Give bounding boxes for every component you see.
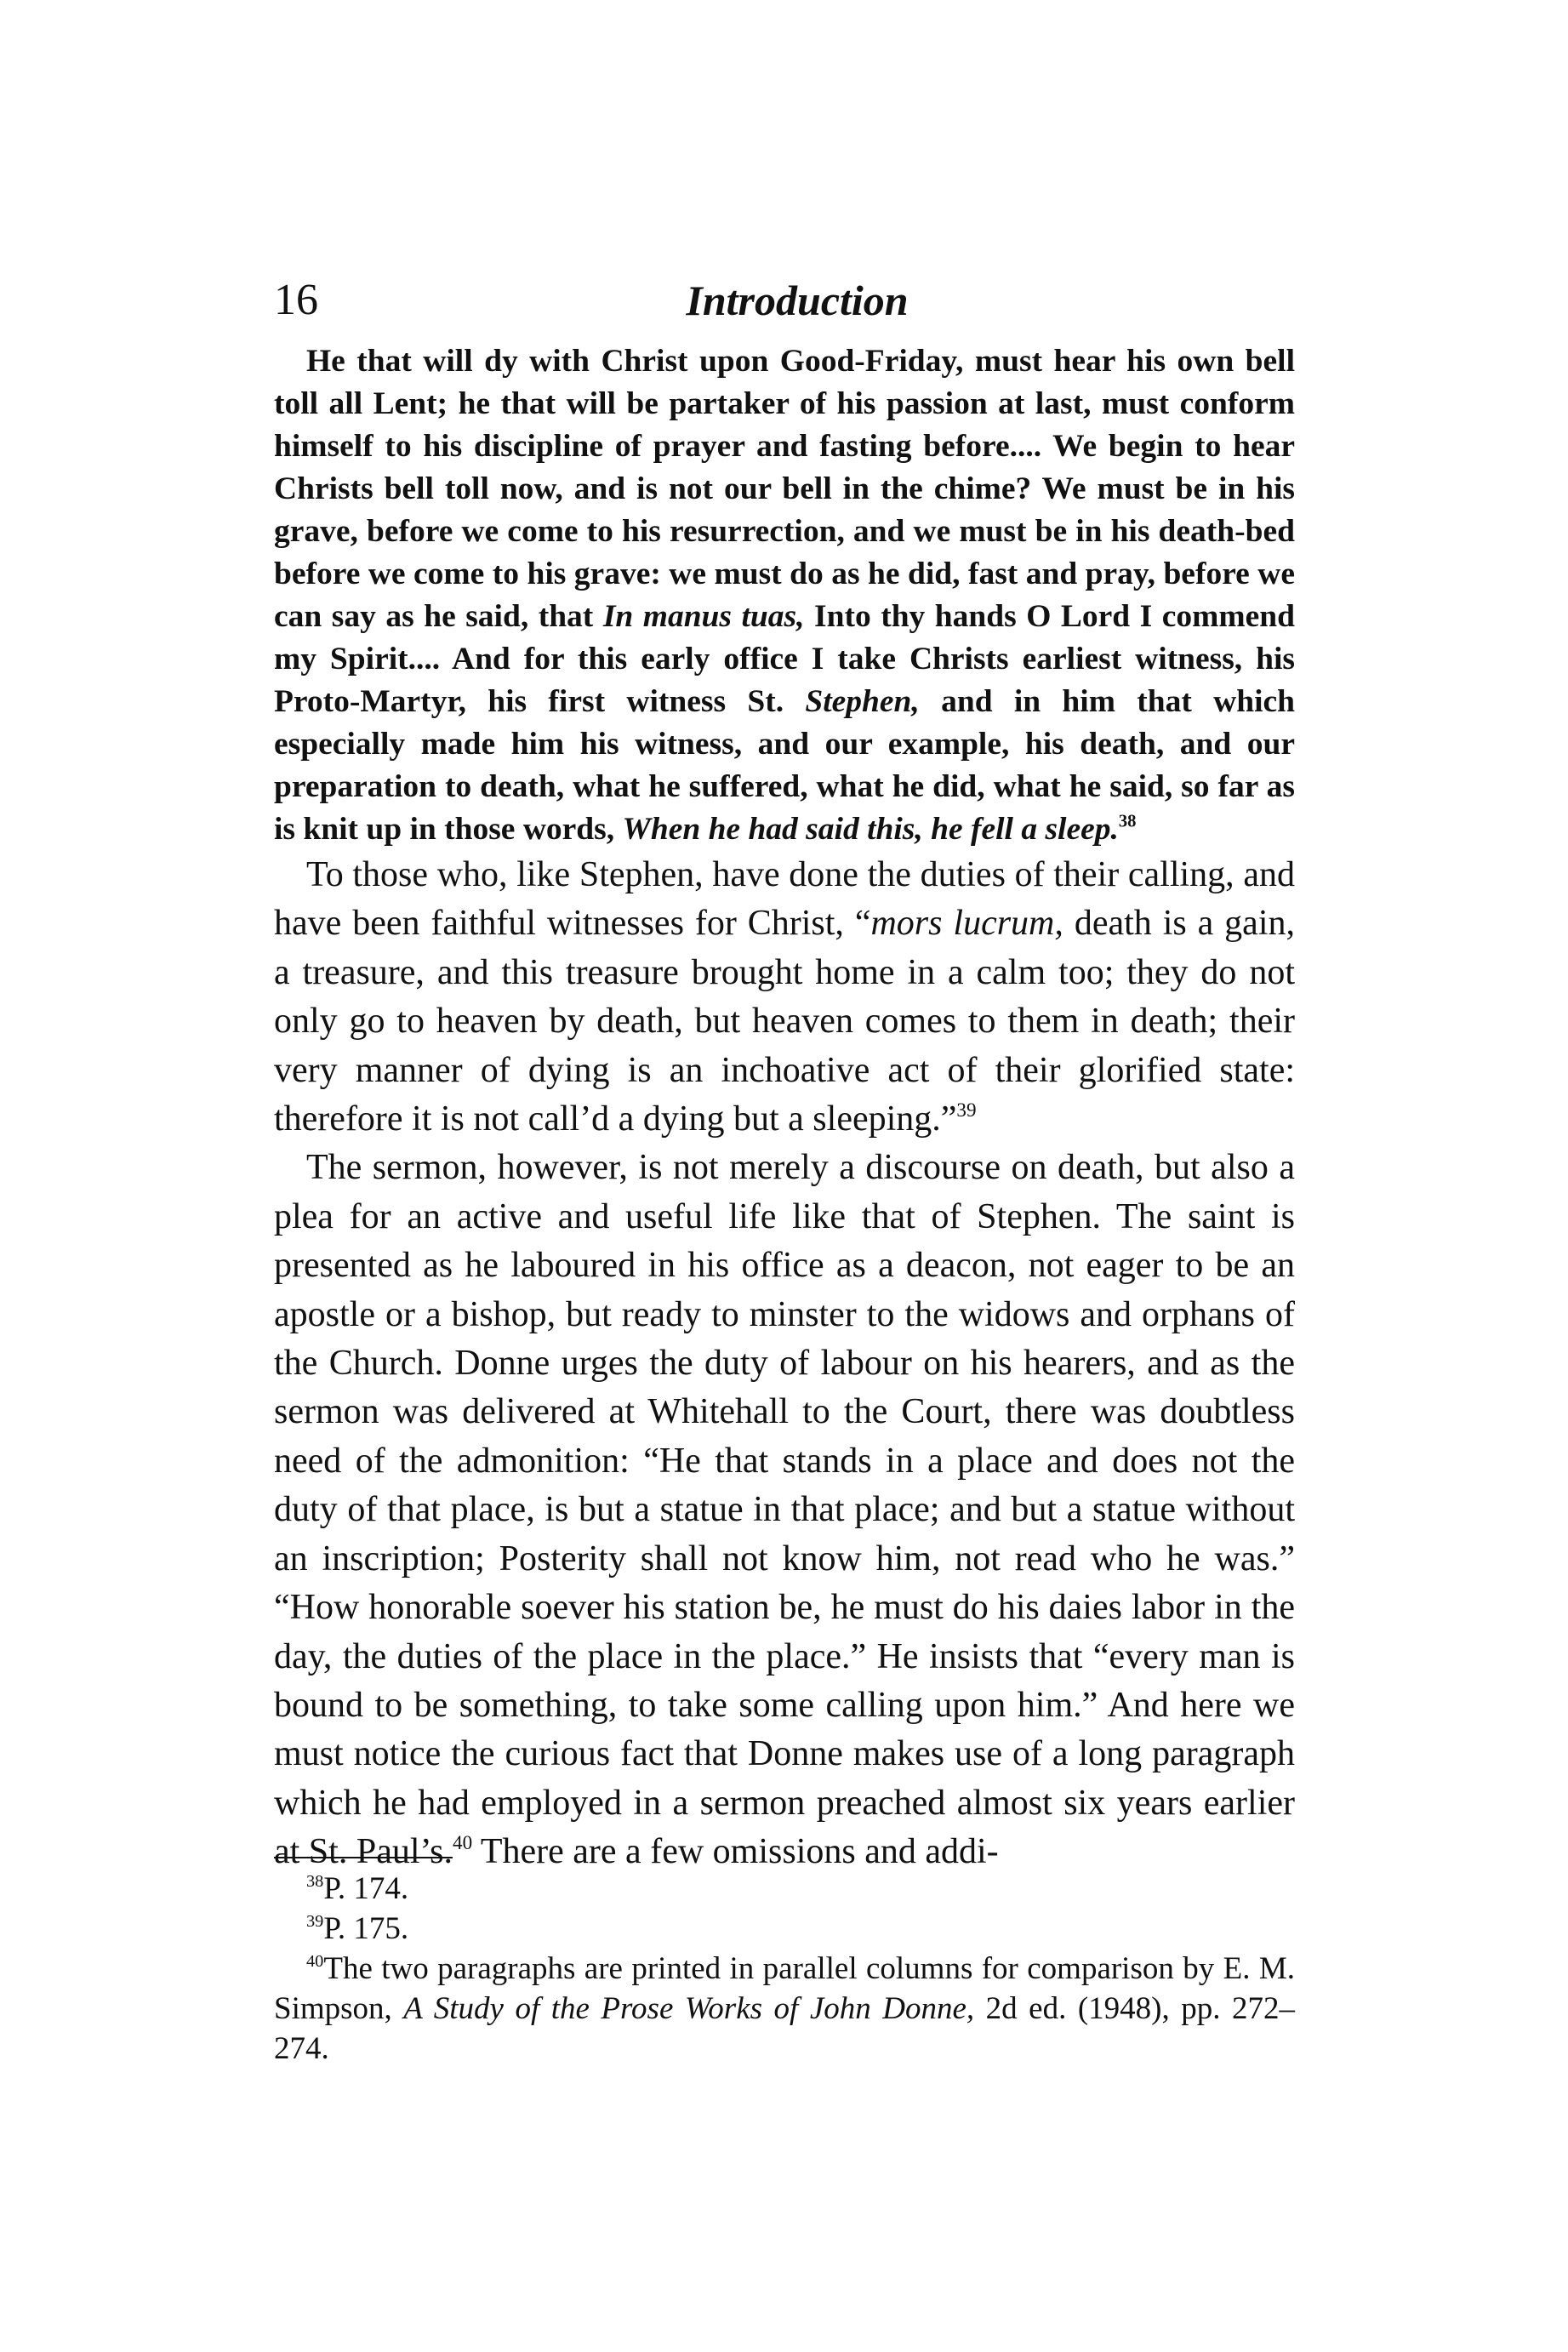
footnote-book-title: A Study of the Prose Works of John Donne, <box>403 1991 975 2026</box>
paragraph <box>274 851 1295 1144</box>
footnote-mark: 39 <box>306 1911 324 1931</box>
footnote-text: P. 174. <box>323 1871 409 1906</box>
paragraph-text: death is a gain, a treasure, and this treasure brought home in a calm too; they do not only go to heaven by death, but heaven comes to them in death; their very manner of dying is an inchoative act of their glorified state: therefore it is not call’d a dying but a sleeping.” <box>274 904 1295 1139</box>
footnote-text: 2d ed. (1948), pp. 272–274. <box>274 1991 1295 2066</box>
quote-italic-latin: In manus tuas, <box>602 599 805 634</box>
body-text <box>274 851 1295 1877</box>
footnote-mark: 40 <box>306 1951 324 1971</box>
italic-phrase: mors lucrum, <box>870 904 1063 944</box>
note-reference: 39 <box>956 1098 977 1121</box>
note-reference: 40 <box>453 1830 473 1853</box>
paragraph-text: The sermon, however, is not merely a discourse on death, but also a plea for an active and useful life like that of Stephen. The saint is presented as he laboured in his office as a deacon, not eager to be an apostle or a bishop, but ready to minster to the widows and orphans of the Church. Donne urges the duty of labour on his hearers, and as the sermon was delivered at Whitehall to the Court, there was doubtless need of the admonition: “He that stands in a place and does not the duty of that place, is but a statue in that place; and but a statue without an inscription; Posterity shall not know him, not read who he was.” “How honorable soever his station be, he must do his daies labor in the day, the duties of the place in the place.” He insists that “every man is bound to be something, to take some calling upon him.” And here we must notice the curious fact that Donne makes use of a long paragraph which he had employed in a sermon preached almost six years earlier at St. Paul’s. <box>274 1148 1295 1872</box>
footnote <box>274 1909 1295 1949</box>
block-quote <box>274 340 1295 851</box>
paragraph-text: There are a few omissions and addi- <box>472 1832 999 1872</box>
footnote-mark: 38 <box>306 1871 324 1891</box>
running-title: Introduction <box>686 277 909 324</box>
footnote-rule <box>274 1857 453 1858</box>
quote-italic-name: Stephen, <box>805 684 920 719</box>
running-head <box>274 271 1320 339</box>
paragraph-text: To those who, like Stephen, have done the duties of their calling, and have been faithful witnesses for Christ, “ <box>274 855 1295 944</box>
quote-text: and in him that which especially made him his witness, and our example, his death, and our preparation to death, what he suffered, what he did, what he said, so far as is knit up in those words, <box>274 684 1295 847</box>
paragraph <box>274 1144 1295 1876</box>
quote-text: Into thy hands O Lord I commend my Spirit.... And for this early office I take Christs earliest witness, his Proto-Martyr, his first witness St. <box>274 599 1295 719</box>
quote-text: He that will dy with Christ upon Good-Friday, must hear his own bell toll all Lent; he that will be partaker of his passion at last, must conform himself to his discipline of prayer and fasting before.... We begin to hear Christs bell toll now, and is not our bell in the chime? We must be in his grave, before we come to his resurrection, and we must be in his death-bed before we come to his grave: we must do as he did, fast and pray, before we can say as he said, that <box>274 344 1295 634</box>
footnote-text: The two paragraphs are printed in parallel columns for comparison by E. M. Simpson, <box>274 1951 1295 2026</box>
footnote-text: P. 175. <box>323 1911 409 1946</box>
footnote <box>274 1949 1295 2069</box>
note-reference: 38 <box>1118 812 1137 831</box>
quote-italic-text: When he had said this, he fell a sleep. <box>622 812 1119 847</box>
footnotes <box>274 1869 1295 2069</box>
page-number: 16 <box>274 276 318 324</box>
footnote <box>274 1869 1295 1909</box>
